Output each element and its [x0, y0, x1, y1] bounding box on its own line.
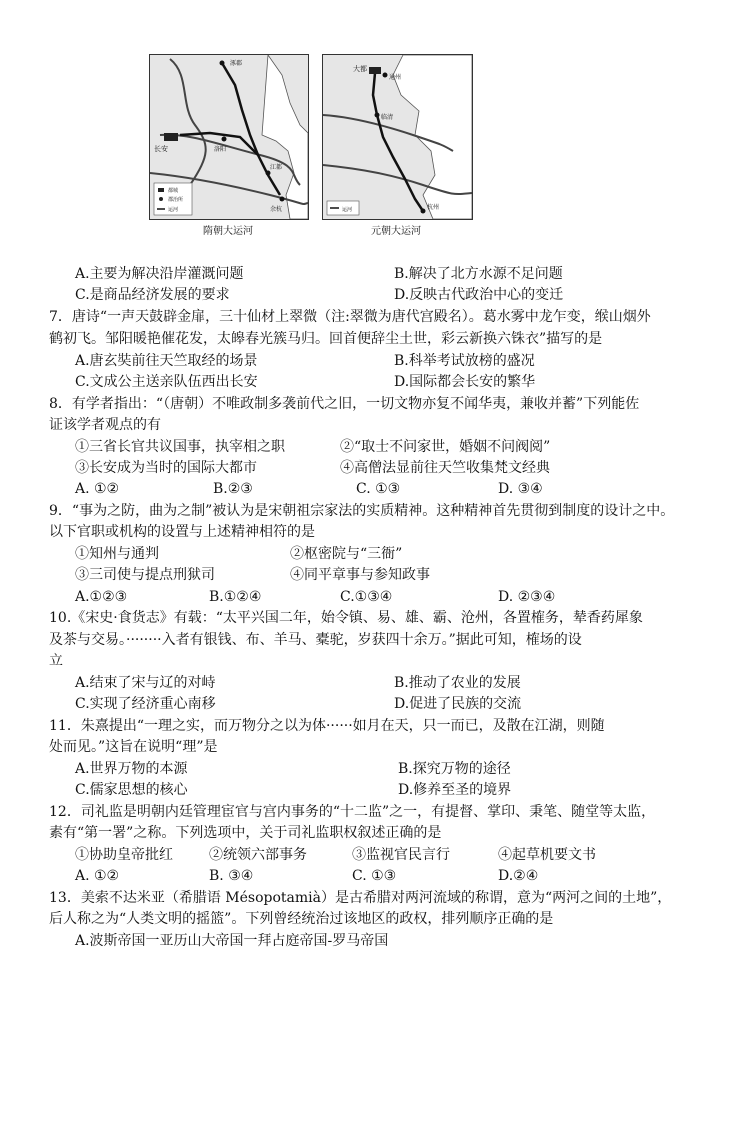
- q8-option-d: D. ③④: [498, 481, 543, 497]
- map-label: 长安: [154, 145, 168, 153]
- q9-stem: 9．“事为之防，曲为之制”被认为是宋朝祖宗家法的实质精神。这种精神首先贯彻到制度的设计之中。: [49, 503, 675, 519]
- q12-option-d: D.②④: [498, 868, 539, 884]
- q8-option-b: B.②③: [213, 481, 253, 497]
- sui-map-drawing: [150, 55, 308, 219]
- q9-option-c: C.①③④: [340, 589, 393, 605]
- q6-option-b: B.解决了北方水源不足问题: [394, 266, 563, 282]
- q10-stem: 及茶与交易。········入者有银钱、布、羊马、橐驼，岁获四十余万。”据此可知，榷场的设: [49, 632, 582, 648]
- sui-map-caption: 隋朝大运河: [203, 226, 253, 237]
- q7-option-b: B.科举考试放榜的盛况: [394, 353, 535, 369]
- q11-option-c: C.儒家思想的核心: [75, 782, 188, 798]
- yuan-map-caption: 元朝大运河: [371, 226, 421, 237]
- map-label: 临清: [381, 114, 394, 121]
- q9-item-2: ②枢密院与“三衙”: [290, 546, 403, 562]
- q9-option-d: D. ②③④: [498, 589, 556, 605]
- q10-option-d: D.促进了民族的交流: [394, 696, 522, 712]
- q6-option-d: D.反映古代政治中心的变迁: [394, 287, 564, 303]
- map-label: 涿郡: [230, 60, 243, 67]
- q7-stem: 7．唐诗“一声天鼓辟金扉，三十仙材上翠微（注:翠微为唐代宫殿名）。葛水雾中龙乍变，缑山烟外: [49, 309, 651, 325]
- q10-option-c: C.实现了经济重心南移: [75, 696, 216, 712]
- q9-item-3: ③三司使与提点刑狱司: [75, 567, 215, 583]
- yuan-canal-map: [322, 54, 473, 220]
- map-label: 江都: [270, 164, 283, 171]
- yuan-map-drawing: [323, 55, 472, 219]
- q7-option-a: A.唐玄奘前往天竺取经的场景: [75, 353, 258, 369]
- q8-option-c: C. ①③: [356, 481, 401, 497]
- q12-option-c: C. ①③: [352, 868, 397, 884]
- q8-option-a: A. ①②: [75, 481, 120, 497]
- q11-option-b: B.探究万物的途径: [398, 761, 511, 777]
- q8-item-1: ①三省长官共议国事，执宰相之职: [75, 439, 285, 455]
- map-label: 大都: [353, 65, 367, 73]
- q6-option-a: A.主要为解决沿岸灌溉问题: [75, 266, 244, 282]
- q8-item-2: ②“取士不问家世，婚姻不问阀阅”: [340, 439, 551, 455]
- map-legend-item: 郡治所: [168, 197, 184, 203]
- q10-stem: 立: [49, 653, 63, 669]
- q9-stem: 以下官职或机构的设置与上述精神相符的是: [49, 524, 315, 540]
- map-legend-item: 运河: [342, 207, 353, 213]
- q13-stem: 后人称之为“人类文明的摇篮”。下列曾经统治过该地区的政权，排列顺序正确的是: [49, 911, 554, 927]
- q11-option-d: D.修养至圣的境界: [398, 782, 512, 798]
- q11-stem: 处而见。”这旨在说明“理”是: [49, 739, 218, 755]
- q12-item-3: ③监视官民言行: [352, 847, 450, 863]
- q7-option-d: D.国际都会长安的繁华: [394, 374, 536, 390]
- map-legend-item: 运河: [168, 207, 179, 213]
- q13-option-a: A.波斯帝国一亚历山大帝国一拜占庭帝国-罗马帝国: [75, 933, 389, 949]
- q12-stem: 12．司礼监是明朝内廷管理宦官与宫内事务的“十二监”之一，有提督、掌印、秉笔、随堂等太监，: [49, 804, 656, 820]
- q6-option-c: C.是商品经济发展的要求: [75, 287, 230, 303]
- map-label: 洛阳: [214, 146, 227, 153]
- q12-option-a: A. ①②: [75, 868, 120, 884]
- map-label: 通州: [389, 74, 402, 81]
- q9-item-1: ①知州与通判: [75, 546, 159, 562]
- q8-item-4: ④高僧法显前往天竺收集梵文经典: [340, 460, 550, 476]
- q12-option-b: B. ③④: [209, 868, 254, 884]
- q11-stem: 11．朱熹提出“一理之实，而万物分之以为体······如月在天，只一而已，及散在江湖，则随: [49, 718, 605, 734]
- q9-option-b: B.①②④: [209, 589, 262, 605]
- q9-option-a: A.①②③: [75, 589, 128, 605]
- q12-item-4: ④起草机要文书: [498, 847, 596, 863]
- q11-option-a: A.世界万物的本源: [75, 761, 188, 777]
- map-label: 杭州: [427, 204, 440, 211]
- q8-stem: 8．有学者指出：“（唐朝）不唯政制多袭前代之旧，一切文物亦复不闻华夷，兼收并蓄”下列能佐: [49, 396, 640, 412]
- q10-option-b: B.推动了农业的发展: [394, 675, 521, 691]
- q7-option-c: C.文成公主送亲队伍西出长安: [75, 374, 258, 390]
- map-legend-item: 都城: [168, 188, 179, 194]
- q12-item-1: ①协助皇帝批红: [75, 847, 173, 863]
- q10-option-a: A.结束了宋与辽的对峙: [75, 675, 216, 691]
- q7-stem: 鹤初飞。邹阳暖艳催花发，太皞春光簇马归。回首便辞尘土世，彩云新换六铢衣”描写的是: [49, 331, 603, 347]
- q12-item-2: ②统领六部事务: [209, 847, 307, 863]
- map-label: 余杭: [270, 206, 283, 213]
- q12-stem: 素有“第一署”之称。下列选项中，关于司礼监职权叙述正确的是: [49, 825, 442, 841]
- q8-stem: 证该学者观点的有: [49, 417, 161, 433]
- sui-canal-map: [149, 54, 309, 220]
- q10-stem: 10.《宋史·食货志》有载：“太平兴国二年，始令镇、易、雄、霸、沧州，各置榷务，辇香药犀象: [49, 610, 643, 626]
- q9-item-4: ④同平章事与参知政事: [290, 567, 430, 583]
- q8-item-3: ③长安成为当时的国际大都市: [75, 460, 257, 476]
- q13-stem: 13．美索不达米亚（希腊语 Mésopotamià）是古希腊对两河流域的称谓，意为“两河之间的土地”，: [49, 890, 672, 906]
